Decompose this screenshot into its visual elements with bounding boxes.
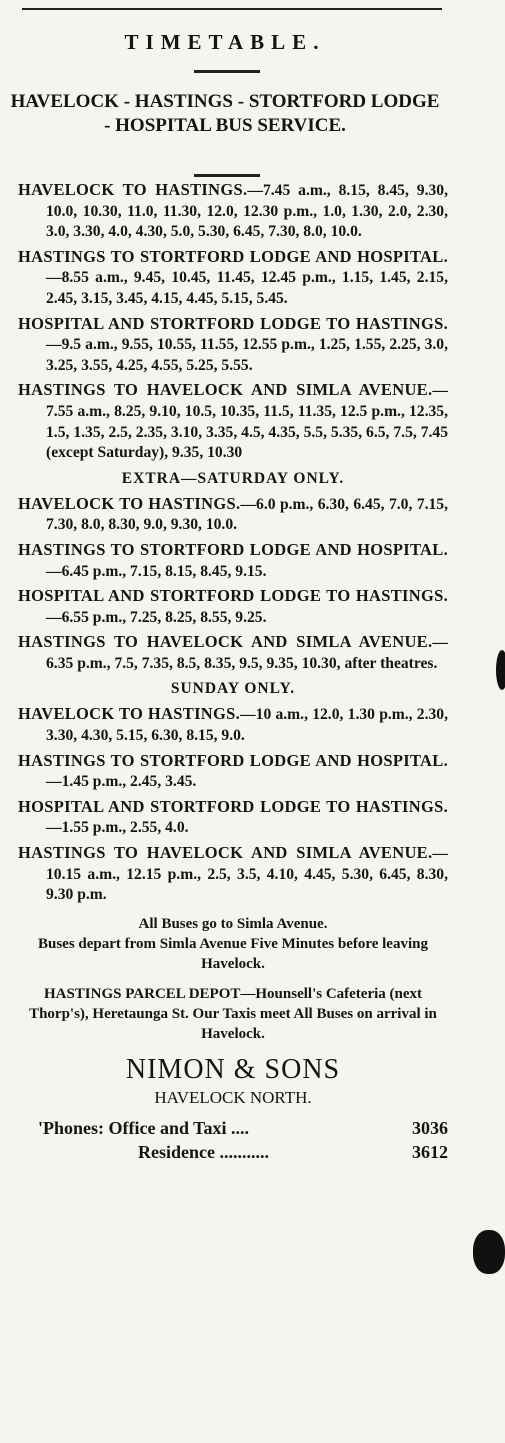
title-rule [194, 70, 260, 73]
route-entry [18, 843, 448, 906]
weekday-section [18, 180, 448, 464]
route-times: —6.0 p.m., 6.30, 6.45, 7.0, 7.15, 7.30, 8.0, 8.30, 9.0, 9.30, 10.0. [46, 495, 449, 534]
ink-blot-mark [496, 650, 505, 690]
route-entry [18, 494, 448, 536]
route-name: HASTINGS TO HAVELOCK AND SIMLA AVENUE. [18, 380, 433, 400]
phone-label: 'Phones: Office and Taxi .... [38, 1117, 250, 1138]
route-times: —8.55 a.m., 9.45, 10.45, 11.45, 12.45 p.m., 1.15, 1.45, 2.15, 2.45, 3.15, 3.45, 4.15, 4.45, 5.15, 5.45. [46, 269, 448, 307]
sunday-heading: SUNDAY ONLY. [170, 680, 296, 698]
timetable-body [18, 180, 448, 1164]
route-entry [18, 704, 448, 746]
phone-number: 3036 [412, 1117, 448, 1138]
phone-listing [18, 1116, 448, 1164]
phone-number: 3612 [412, 1141, 448, 1162]
route-name: HASTINGS TO STORTFORD LODGE AND HOSPITAL. [18, 539, 448, 559]
route-entry [18, 247, 448, 310]
route-times: —10.15 a.m., 12.15 p.m., 2.5, 3.5, 4.10, 4.45, 5.30, 6.45, 8.30, 9.30 p.m. [46, 845, 448, 904]
parcel-depot-note: HASTINGS PARCEL DEPOT—Hounsell's Cafeteria (next Thorp's), Heretaunga St. Our Taxis meet All Buses on arrival in Havelock. [29, 985, 437, 1042]
route-name: HASTINGS TO HAVELOCK AND SIMLA AVENUE. [18, 843, 433, 863]
route-entry [18, 797, 448, 839]
firm-location: HAVELOCK NORTH. [154, 1087, 312, 1107]
route-times: —7.45 a.m., 8.15, 8.45, 9.30, 10.0, 10.30, 11.0, 11.30, 12.0, 12.30 p.m., 1.0, 1.30, 2.0, 2.30, 3.0, 3.30, 4.0, 4.30, 5.0, 5.30, 6.45, 7.30, 8.0, 10.0. [46, 182, 448, 241]
route-name: HOSPITAL AND STORTFORD LODGE TO HASTINGS. [18, 586, 448, 606]
phone-row-office [38, 1116, 448, 1140]
route-name: HASTINGS TO STORTFORD LODGE AND HOSPITAL. [18, 750, 448, 770]
route-entry [18, 314, 448, 377]
route-entry [18, 632, 448, 674]
route-entry [18, 380, 448, 463]
phone-row-residence [38, 1140, 448, 1164]
note-line: All Buses go to Simla Avenue. [138, 915, 328, 932]
ink-blot-mark [473, 1230, 505, 1274]
route-entry [18, 180, 448, 243]
page-title: TIMETABLE. [124, 30, 326, 54]
route-times: —9.5 a.m., 9.55, 10.55, 11.55, 12.55 p.m., 1.25, 1.55, 2.25, 3.0, 3.25, 3.55, 4.25, 4.55, 5.25, 5.55. [46, 336, 448, 374]
route-name: HOSPITAL AND STORTFORD LODGE TO HASTINGS. [18, 796, 448, 816]
sunday-section [18, 704, 448, 905]
saturday-section [18, 494, 448, 675]
route-entry [18, 540, 448, 582]
firm-name: NIMON & SONS [125, 1053, 341, 1085]
top-rule [22, 8, 442, 10]
saturday-heading: EXTRA—SATURDAY ONLY. [121, 469, 345, 487]
route-entry [18, 751, 448, 793]
heading-rule [194, 174, 260, 177]
route-times: —1.45 p.m., 2.45, 3.45. [46, 773, 197, 791]
route-times: —10 a.m., 12.0, 1.30 p.m., 2.30, 3.30, 4.30, 5.15, 6.30, 8.15, 9.0. [46, 706, 448, 745]
route-name: HAVELOCK TO HASTINGS. [18, 704, 241, 724]
route-times: —6.35 p.m., 7.5, 7.35, 8.5, 8.35, 9.5, 9.35, 10.30, after theatres. [46, 634, 448, 672]
route-name: HOSPITAL AND STORTFORD LODGE TO HASTINGS. [18, 313, 448, 333]
route-name: HASTINGS TO STORTFORD LODGE AND HOSPITAL. [18, 246, 448, 266]
phone-label: Residence ........... [138, 1141, 269, 1162]
route-name: HASTINGS TO HAVELOCK AND SIMLA AVENUE. [18, 632, 433, 652]
note-line: Buses depart from Simla Avenue Five Minutes before leaving Havelock. [38, 935, 428, 972]
route-name: HAVELOCK TO HASTINGS. [18, 180, 248, 199]
route-times: —7.55 a.m., 8.25, 9.10, 10.5, 10.35, 11.5, 11.35, 12.5 p.m., 12.35, 1.5, 1.35, 2.5, 2.35, 3.10, 3.35, 4.5, 4.35, 5.5, 5.35, 6.5, 7.5, 7.45 (except Saturday), 9.35, 10.30 [46, 382, 448, 462]
route-times: —6.55 p.m., 7.25, 8.25, 8.55, 9.25. [46, 608, 267, 626]
route-name: HAVELOCK TO HASTINGS. [18, 493, 241, 513]
route-times: —6.45 p.m., 7.15, 8.15, 8.45, 9.15. [46, 562, 267, 580]
service-heading: HAVELOCK - HASTINGS - STORTFORD LODGE - HOSPITAL BUS SERVICE. [10, 91, 440, 136]
route-times: —1.55 p.m., 2.55, 4.0. [46, 819, 189, 837]
route-entry [18, 586, 448, 628]
service-notes [18, 914, 448, 974]
